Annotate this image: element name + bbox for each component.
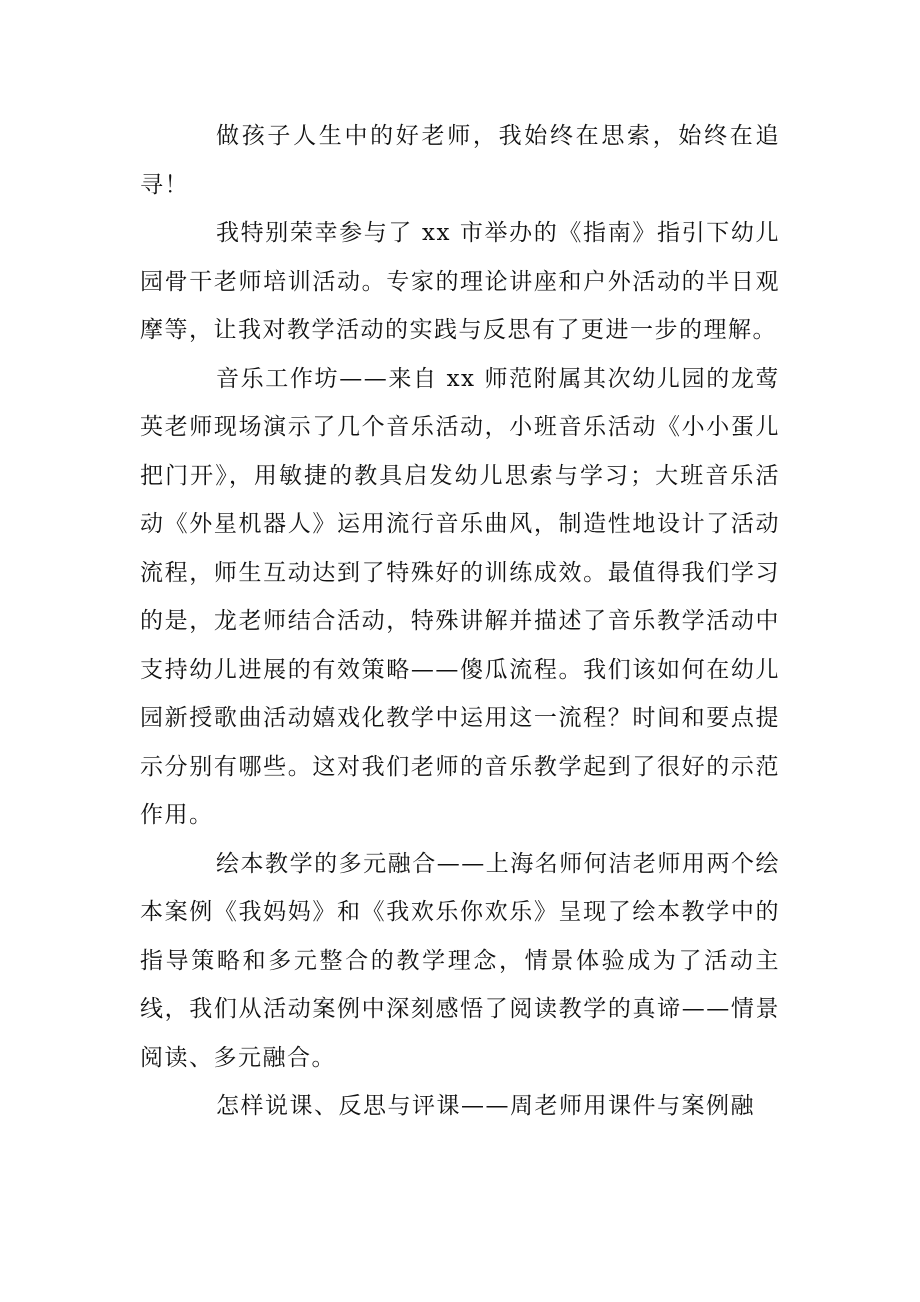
paragraph: 音乐工作坊——来自 xx 师范附属其次幼儿园的龙莺英老师现场演示了几个音乐活动，小班音乐活动《小小蛋儿把门开》，用敏捷的教具启发幼儿思索与学习；大班音乐活动《外星机器人》运用流行音乐曲风，制造性地设计了活动流程，师生互动达到了特殊好的训练成效。最值得我们学习的是，龙老师结合活动，特殊讲解并描述了音乐教学活动中支持幼儿进展的有效策略——傻瓜流程。我们该如何在幼儿园新授歌曲活动嬉戏化教学中运用这一流程？时间和要点提示分别有哪些。这对我们老师的音乐教学起到了很好的示范作用。 [140,365,780,828]
paragraph: 做孩子人生中的好老师，我始终在思索，始终在追寻！ [140,123,780,198]
paragraph: 我特别荣幸参与了 xx 市举办的《指南》指引下幼儿园骨干老师培训活动。专家的理论讲座和户外活动的半日观摩等，让我对教学活动的实践与反思有了更进一步的理解。 [140,220,780,343]
document-body [140,112,780,1131]
paragraph: 绘本教学的多元融合——上海名师何洁老师用两个绘本案例《我妈妈》和《我欢乐你欢乐》呈现了绘本教学中的指导策略和多元整合的教学理念，情景体验成为了活动主线，我们从活动案例中深刻感悟了阅读教学的真谛——情景阅读、多元融合。 [140,850,780,1071]
paragraph: 怎样说课、反思与评课——周老师用课件与案例融 [216,1093,755,1119]
